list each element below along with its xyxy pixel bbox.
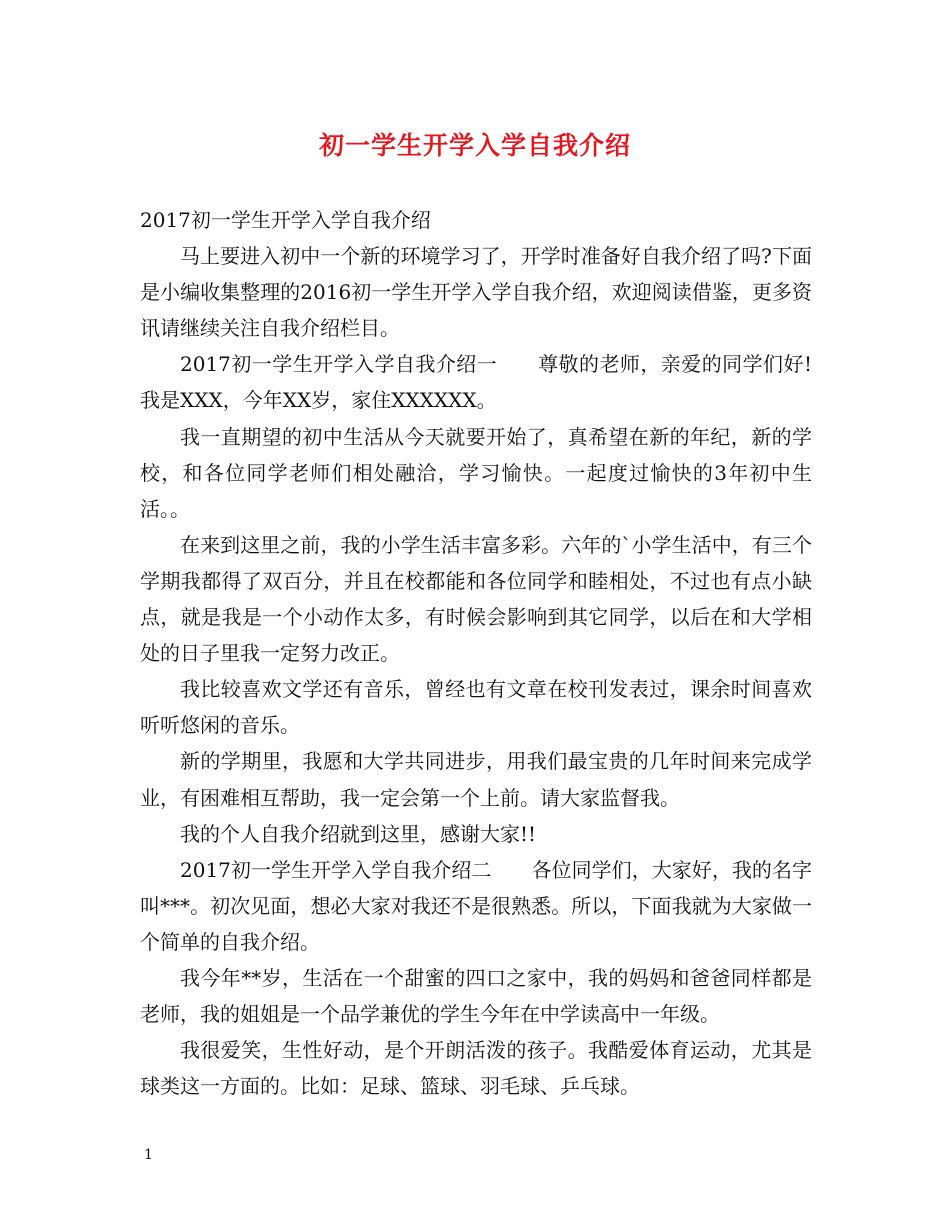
paragraph-new-semester: 新的学期里，我愿和大学共同进步，用我们最宝贵的几年时间来完成学业，有困难相互帮助，我一定会第一个上前。请大家监督我。 — [140, 749, 812, 810]
document-title: 初一学生开学入学自我介绍 — [318, 131, 631, 160]
paragraph-family: 我今年**岁，生活在一个甜蜜的四口之家中，我的妈妈和爸爸同样都是老师，我的姐姐是一个品学兼优的学生今年在中学读高中一年级。 — [140, 965, 812, 1027]
paragraph-sample-one-greeting: 2017初一学生开学入学自我介绍一 尊敬的老师，亲爱的同学们好!我是XXX，今年XX岁，家住XXXXXX。 — [140, 352, 812, 413]
paragraph-expectation: 我一直期望的初中生活从今天就要开始了，真希望在新的年纪，新的学校，和各位同学老师们相处融洽，学习愉快。一起度过愉快的3年初中生活。。 — [140, 424, 812, 521]
paragraph-sample-two-greeting: 2017初一学生开学入学自我介绍二 各位同学们，大家好，我的名字叫***。初次见面，想必大家对我还不是很熟悉。所以，下面我就为大家做一个简单的自我介绍。 — [140, 857, 812, 954]
paragraph-subtitle: 2017初一学生开学入学自我介绍 — [140, 208, 431, 232]
document-body — [140, 202, 812, 1104]
page-number: 1 — [144, 1147, 153, 1163]
paragraph-personality: 我很爱笑，生性好动，是个开朗活泼的孩子。我酷爱体育运动，尤其是球类这一方面的。比如：足球、篮球、羽毛球、乒乓球。 — [140, 1038, 812, 1099]
paragraph-primary-school: 在来到这里之前，我的小学生活丰富多彩。六年的`小学生活中，有三个学期我都得了双百分，并且在校都能和各位同学和睦相处，不过也有点小缺点，就是我是一个小动作太多，有时候会影响到其它同学，以后在和大学相处的日子里我一定努力改正。 — [140, 532, 812, 666]
paragraph-hobbies: 我比较喜欢文学还有音乐，曾经也有文章在校刊发表过，课余时间喜欢听听悠闲的音乐。 — [140, 677, 812, 738]
paragraph-thanks: 我的个人自我介绍就到这里，感谢大家!! — [180, 821, 537, 846]
paragraph-intro: 马上要进入初中一个新的环境学习了，开学时准备好自我介绍了吗?下面是小编收集整理的2016初一学生开学入学自我介绍，欢迎阅读借鉴，更多资讯请继续关注自我介绍栏目。 — [140, 244, 812, 341]
